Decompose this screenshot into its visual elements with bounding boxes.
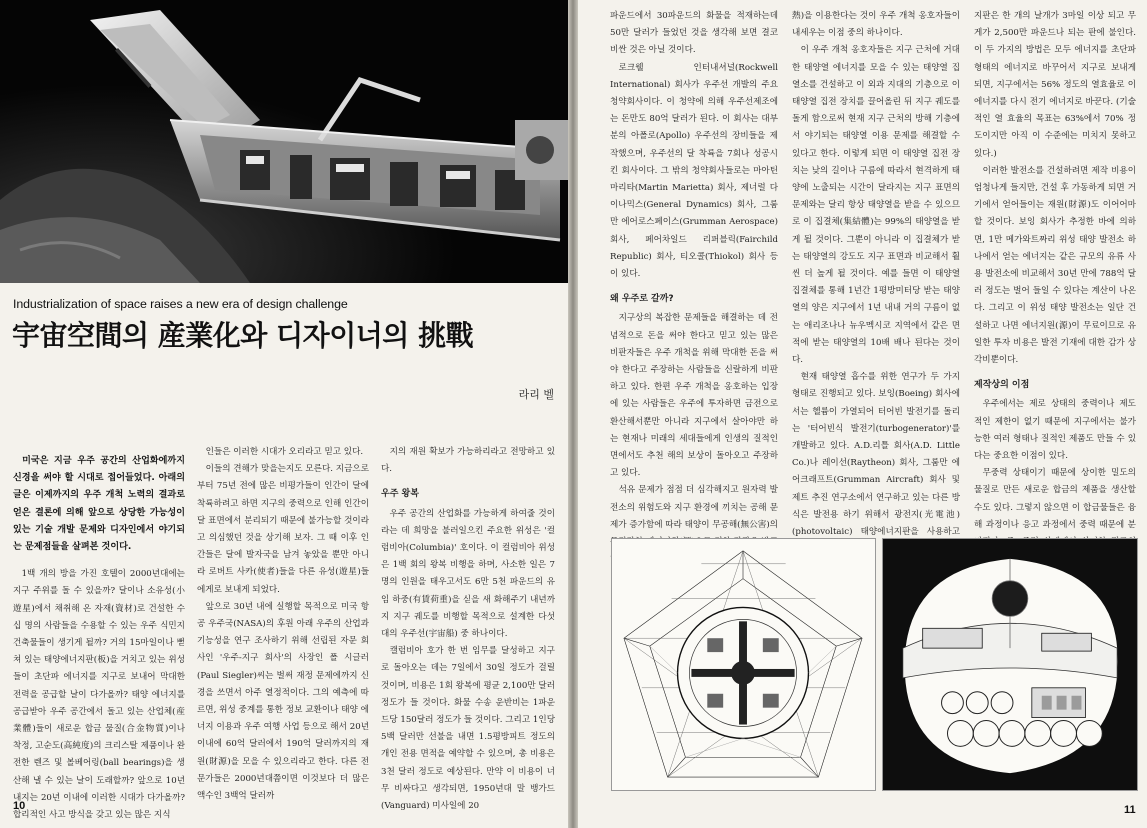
article-kicker: Industrialization of space raises a new era of design challenge: [13, 297, 348, 311]
article-author: 라리 벨: [518, 388, 554, 401]
paragraph: 지판은 한 개의 날개가 3마일 이상 되고 무게가 2,500만 파운드나 되는 판에 불인다. 이 두 가지의 방법은 모두 에너지를 초단파 형태의 에너지로 바꾸어서 지구로 보내게 되면, 지구에서는 56% 정도의 열효율로 이 에너지를 다시 전기 에너지로 바꾼다. (기술적인 열 효율의 목표는 63%에서 70% 정도이지만 아직 이 수준에는 미치지 못하고 있다.): [974, 11, 1136, 159]
paragraph: 로크웰 인터내셔널(Rockwell International) 회사가 우주선 개발의 주요 청약회사이다. 이 청약에 의해 우주선제조에는 돈만도 80억 달러가 된다. 이 회사는 대부분의 아폴로(Apollo) 우주선의 장비들을 제작했으며, 우주선의 달 착륙을 7회나 성공시킨 회사이다. 그 밖의 청약회사들로는 마아틴 마리타(Martin Marietta) 회사, 제너럴 다이나믹스(General Dynamics) 회사, 그룸만 에어로스페이스(Grumman Aerospace) 회사, 페어차일드 리퍼블릭(Fairchild Republic) 회사, 티오콜(Thiokol) 회사 등이 있다.: [610, 62, 778, 280]
paragraph: 파운드에서 30파운드의 화물을 적재하는데 50만 달러가 들었던 것을 생각해 보면 결코 비싼 것은 아닐 것이다.: [610, 11, 778, 56]
section-heading: 우주 왕복: [381, 489, 419, 500]
right-column-3: [974, 8, 1136, 569]
paragraph: 이들의 견해가 맞을는지도 모른다. 지금으로부터 75년 전에 많은 비평가들이 인간이 달에 착륙하려고 하면 지구의 중력으로 인해 인간이 달 표면에서 분리되기 때문에 불가능할 것이라고 의심했던 것을 상기해 보자. 그 때 이후 인간들은 달에 발자국을 남겨 놓았을 뿐만 아니라 로버트 사카(使者)들을 다른 유성(遊星)들에게로 보내게 되었다.: [197, 464, 369, 595]
paragraph: 1백 개의 방을 가진 호텔이 2000년대에는 지구 주위를 돌 수 있을까? 달이나 소유성(小遊星)에서 채취해 온 자재(資材)로 건설한 수십 명의 사람들을 수용할 수 있는 우주 식민지 건축물들이 생기게 될까? 거의 15마일이나 뻗쳐 있는 태양에너지판(板)을 거치고 있는 위성들이 초단파 에너지를 지구로 보내어 막대한 전력을 공급할 날이 다가올까? 태양 에너지를 공급받아 우주 공간에서 돌고 있는 산업체(産業體)들이 새로운 합금 물질(合金物質)이나 착정, 고순도(高純度)의 크리스탈 제품이나 완전한 렌즈 및 볼베어링(ball bearings)을 생산해 낼 수 있는 날이 도래할까? 앞으로 10년 내지는 20년 이내에 이러한 시대가 다가올까? 합리적인 사고 방식을 갖고 있는 많은 지식: [13, 569, 185, 821]
left-column-3: [381, 444, 555, 815]
paragraph: 지구상의 복잡한 문제들을 해결하는 데 전념적으로 돈을 써야 한다고 믿고 있는 많은 비판자들은 우주 개척을 위해 막대한 돈을 써야 한다고 주장하는 사람들을 신랄하게 비판하고 있다. 한편 우주 개척을 옹호하는 입장에 있는 사람들은 우주에 투자하면 금전으로 환산해서뿐만 아니라 지구에서 살아야만 하는 현재나 미래의 세대들에게 인생의 질적인 면에서도 추천 해의 보상이 돌아오고 주장하고 있다.: [610, 313, 778, 479]
left-page: [0, 0, 568, 828]
paragraph: 캘럼비아 호가 한 번 임무를 달성하고 지구로 돌아오는 데는 7일에서 30일 정도가 걸릴 것이며, 비용은 1회 왕복에 평균 2,100만 달러 정도가 들 것이다. 화물 수송 운반비는 1파운드당 150달러 정도가 들 것이다. 그리고 1인당 5백 달러만 선불을 내면 1.5평방피트 정도의 개인 전용 면적을 예약할 수 있으며, 총 비용은 3천 달러 정도로 예상된다. 만약 이 비용이 너무 비싸다고 생각되면, 1950년대 말 뱅가드(Vanguard) 미사일에 20: [381, 646, 555, 812]
colony-cross-section: [883, 539, 1137, 790]
left-column-2: [197, 444, 369, 805]
paragraph: 우주 공간의 산업화를 가능하게 하여줄 것이라는 데 희망을 불러일으킨 주요한 위성은 '컬럼비아(Columbia)' 호이다. 이 컬럼비아 위성은 1백 회의 왕복 비행을 하며, 사소한 일은 7명의 인원을 태우고서도 6만 5천 파운드의 유임 하중(有賃荷重)을 싣을 새 화해주기 내년까지 지구 궤도를 비행할 목적으로 설계한 다섯 대의 우주선(宇宙船) 중 하나이다.: [381, 508, 555, 640]
left-column-1: [13, 453, 185, 824]
spread-gutter: [568, 0, 578, 828]
paragraph: 인들은 이러한 시대가 오리라고 믿고 있다.: [205, 447, 364, 457]
paragraph: 앞으로 30년 내에 실행할 목적으로 미국 항공 우주국(NASA)의 후원 아래 우주의 산업과 기능성을 연구 조사하기 위해 선립된 자문 회사인 '우주-지구 회사'의 사장인 폴 시글러(Paul Siegler)씨는 벌써 재정 문제에까지 신경을 쓰면서 아주 열정적이다. 그의 예측에 따르면, 위성 중계를 통한 정보 교환이나 태양 에너지 이용과 우주 여행 사업 등으로 해서 20년 이내에 60억 달러에서 190억 달러까지의 재원(財源)을 모을 수 있으리라고 한다. 다른 전문가들은 2000년대쯤이면 이것보다 더 많은 액수인 3백억 달러까: [197, 601, 369, 802]
paragraph: 지의 재원 확보가 가능하리라고 전망하고 있다.: [381, 447, 555, 475]
paragraph: 우주에서는 제로 상태의 중력이나 제도 적인 제한이 없기 때문에 지구에서는 불가능한 여러 형태나 질적인 제품도 만들 수 있다는 중요한 이점이 있다.: [974, 399, 1136, 462]
page-number-right: 11: [1124, 804, 1136, 816]
section-heading: 제작상의 이점: [974, 380, 1030, 391]
paragraph: 熱)을 이용한다는 것이 우주 개척 옹호자들이 내세우는 이점 중의 하나이다.: [792, 11, 960, 39]
geodesic-habitat-drawing: [611, 538, 876, 791]
article-headline: 宇宙空間의 産業化와 디자이너의 挑戰: [12, 319, 474, 352]
space-shuttle-photo: [0, 0, 568, 283]
right-page: [578, 0, 1147, 828]
paragraph: 석유 문제가 점점 더 심각해지고 원자력 발전소의 위험도와 지구 환경에 끼치는 공해 문제가 증가함에 따라 태양이 무공해(無公害)의: [610, 485, 778, 530]
space-colony-interior-drawing: [882, 538, 1138, 791]
shuttle-illustration: [0, 0, 568, 283]
geodesic-structure: [612, 539, 875, 790]
paragraph: 이러한 발전소를 건설하려면 제작 비용이 엄청나게 들지만, 건설 후 가동하게 되면 거기에서 얻어들이는 재원(財源)도 이어어마할 것이다. 보잉 회사가 추정한 바에 의하면, 1만 메가와트짜리 위성 태양 발전소 하나에서 얻는 에너지는 같은 규모의 유류 사용 발전소에 비교해서 30년 만에 788억 달러 정도는 벌어 들일 수 있다는 계산이 나온다. 그리고 이 위성 태양 발전소는 일단 건설하고 나면 에너지원(源)이 무료이므로 유일한 투자 비용은 발전 기재에 대한 감가 상각비뿐이다.: [974, 165, 1136, 366]
page-number-left: 10: [13, 800, 26, 812]
section-heading: 왜 우주로 갈까?: [610, 294, 674, 305]
paragraph: 현재 태양열 흡수를 위한 연구가 두 가지 형태로 진행되고 있다. 보잉(Boeing) 회사에서는 헬륨이 가열되어 터어빈 발전기를 돌리는 '터어빈식 발전기(turbogenerator)'를 개발하고 있다. A.D.리틀 회사(A.D. Little Co.)나 레이선(Raytheon) 회사, 그룸만 에어크래프트(Grumman Aircraft) 회사 및 제트 추진 연구소에서 연구하고 있는 다른 방식은 발전용 하기 위해서 광전지(光電池) (photovoltaic) 태양에너지판을 사용하고: [792, 372, 960, 538]
paragraph: 이 우주 개척 옹호자들은 지구 근처에 거대한 태양열 에너지를 모을 수 있는 태양열 집열소를 건설하고 이 외과 지대의 기층으로 이 태양열 집전 장치를 끌어올린 뒤 지구 궤도를 돌게 함으로써 현재 지구 근처의 방해 기층에서 야기되는 태양열 이용 문제를 해결할 수 있다고 한다. 이렇게 되면 이 태양열 집전 장치는 낮의 길이나 구름에 따라서 현격하게 태양에 노출되는 시간이 달라지는 지구 표면의 문제와는 달리 항상 태양열을 받을 수 있으므로 이 집결체(集結體)는 99%의 태양열을 받게 될 것이다. 그뿐이 아니라 이 집결체가 받는 태양열의 강도도 지구 표면과 비교해서 훨씬 더 높게 될 것이다. 예를 들면 이 태양열 집결체를 통해 1년간 1평방미터당 받는 태양열의 양은 지구에서 1년 내내 거의 구름이 없는 애리조나나 뉴우멕시코 지역에서 같은 면적에 받는 태양열의 10배 배나 된다는 것이다.: [792, 45, 960, 366]
right-column-2: [792, 8, 960, 559]
article-lead: 미국은 지금 우주 공간의 산업화에까지 신경을 써야 할 시대로 접어들었다. 아래의 글은 이제까지의 우주 개척 노력의 결과로 얻은 결론에 의해 앞으로 상당한 가능성이 있는 기술 개발 문제와 디자인에서 야기되는 문제점들을 살펴본 것이다.: [13, 456, 185, 553]
right-column-1: [610, 8, 778, 569]
paragraph: 무중력 상태이기 때문에 상이한 밀도의 물질로 만든 새로운 합금의 제품을 생산할 수도 있다. 그렇지 않으면 이 합금물들은 융해 과정이나 응고 과정에서 중력 때문에 분: [974, 468, 1136, 530]
